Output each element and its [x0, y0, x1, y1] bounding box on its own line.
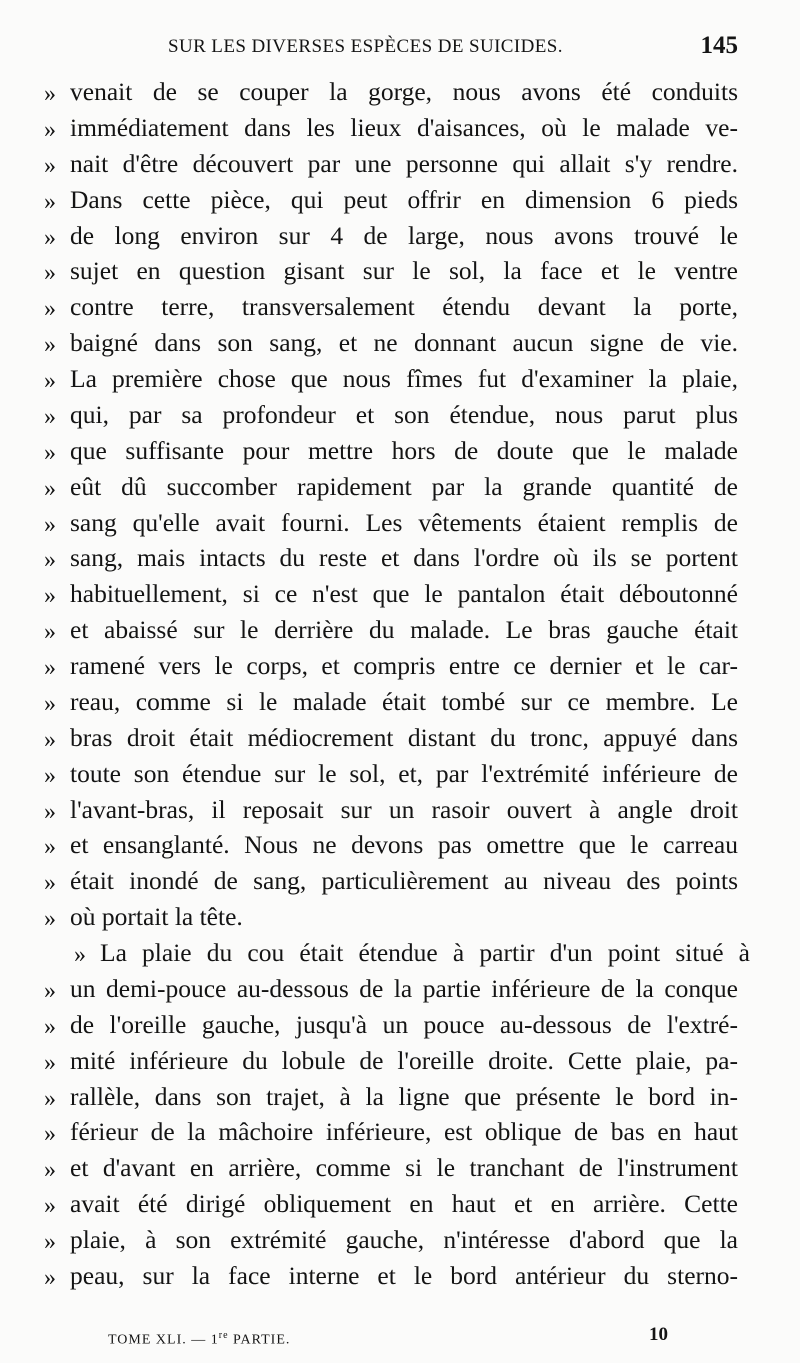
text-line: [0, 361, 800, 397]
text-line: [0, 1079, 800, 1115]
line-text: férieur de la mâchoire inférieure, est oblique de bas en haut: [70, 1117, 738, 1147]
quote-mark: »: [44, 726, 56, 753]
line-text: La plaie du cou était étendue à partir d'un point situé à: [100, 938, 750, 967]
line-text: avait été dirigé obliquement en haut et en arrière. Cette: [70, 1189, 738, 1219]
quote-mark: »: [44, 332, 56, 359]
text-line: [0, 792, 800, 828]
quote-mark: »: [44, 547, 56, 574]
line-text: immédiatement dans les lieux d'aisances, où le malade ve-: [70, 112, 738, 142]
line-text: bras droit était médiocrement distant du tronc, appuyé dans: [70, 722, 738, 752]
page-footer: [108, 1324, 668, 1354]
line-text: de l'oreille gauche, jusqu'à un pouce au-dessous de l'extré-: [70, 1009, 738, 1039]
text-line: [0, 899, 800, 935]
quote-mark: »: [44, 1013, 56, 1040]
line-text: plaie, à son extrémité gauche, n'intéresse d'abord que la: [70, 1225, 738, 1254]
quote-mark: »: [44, 1193, 56, 1220]
line-text: nait d'être découvert par une personne qui allait s'y rendre.: [70, 148, 738, 178]
line-text: et abaissé sur le derrière du malade. Le bras gauche était: [70, 615, 738, 645]
quote-mark: »: [44, 439, 56, 466]
quote-mark: »: [44, 619, 56, 646]
line-text: baigné dans son sang, et ne donnant aucun signe de vie.: [70, 328, 738, 358]
quote-mark: »: [44, 116, 56, 143]
quote-mark: »: [44, 834, 56, 861]
quote-mark: »: [44, 1049, 56, 1076]
body-text: [0, 74, 800, 1294]
text-line: [0, 218, 800, 254]
running-title: SUR LES DIVERSES ESPÈCES DE SUICIDES.: [168, 36, 563, 57]
text-line: [0, 648, 800, 684]
text-line: [0, 612, 800, 648]
text-line: [0, 1150, 800, 1186]
line-text: toute son étendue sur le sol, et, par l'extrémité inférieure de: [70, 758, 738, 788]
quote-mark: »: [44, 870, 56, 897]
text-line: [0, 505, 800, 541]
quote-mark: »: [44, 690, 56, 717]
page-number: 145: [700, 32, 738, 59]
printer-signature: [108, 1330, 290, 1349]
line-text: La première chose que nous fîmes fut d'examiner la plaie,: [70, 364, 738, 393]
text-line: [0, 1258, 800, 1294]
text-line: [0, 325, 800, 361]
text-line: [0, 1007, 800, 1043]
quote-mark: »: [44, 1157, 56, 1184]
text-line: [0, 1114, 800, 1150]
quote-mark: »: [44, 1229, 56, 1255]
text-line: [0, 253, 800, 289]
quote-mark: »: [74, 942, 86, 968]
quote-mark: »: [44, 1121, 56, 1148]
line-text: habituellement, si ce n'est que le pantalon était déboutonné: [70, 579, 738, 609]
line-text: mité inférieure du lobule de l'oreille droite. Cette plaie, pa-: [70, 1045, 738, 1075]
line-text: peau, sur la face interne et le bord antérieur du sterno-: [70, 1260, 738, 1290]
quote-mark: »: [44, 906, 56, 933]
line-text: et d'avant en arrière, comme si le tranchant de l'instrument: [70, 1153, 738, 1183]
line-text: eût dû succomber rapidement par la grande quantité de: [70, 471, 738, 501]
signature-prefix: TOME XLI. — 1: [108, 1332, 219, 1348]
text-line: [0, 827, 800, 863]
text-line: [0, 433, 800, 469]
quote-mark: »: [44, 296, 56, 323]
line-text: que suffisante pour mettre hors de doute que le malade: [70, 435, 738, 465]
text-line: [0, 182, 800, 218]
line-text: venait de se couper la gorge, nous avons été conduits: [70, 77, 738, 106]
text-line: [0, 935, 800, 971]
quote-mark: »: [44, 583, 56, 610]
line-text: un demi-pouce au-dessous de la partie inférieure de la conque: [70, 973, 738, 1003]
quote-mark: »: [44, 798, 56, 825]
line-text: contre terre, transversalement étendu devant la porte,: [70, 292, 738, 322]
quote-mark: »: [44, 260, 56, 287]
line-text: était inondé de sang, particulièrement au niveau des points: [70, 866, 738, 896]
text-line: [0, 863, 800, 899]
line-text: sang, mais intacts du reste et dans l'ordre où ils se portent: [70, 543, 738, 573]
text-line: [0, 576, 800, 612]
text-line: [0, 289, 800, 325]
quote-mark: »: [44, 81, 56, 107]
text-line: [0, 74, 800, 110]
running-head: [168, 32, 738, 64]
signature-superscript: re: [218, 1330, 229, 1341]
line-text: l'avant-bras, il reposait sur un rasoir ouvert à angle droit: [70, 794, 738, 824]
text-line: [0, 397, 800, 433]
quote-mark: »: [44, 188, 56, 215]
line-text: reau, comme si le malade était tombé sur ce membre. Le: [70, 686, 738, 716]
quote-mark: »: [44, 224, 56, 251]
text-line: [0, 1043, 800, 1079]
line-text: sujet en question gisant sur le sol, la face et le ventre: [70, 256, 738, 286]
quote-mark: »: [44, 977, 56, 1004]
signature-suffix: PARTIE.: [228, 1332, 291, 1348]
line-text: ramené vers le corps, et compris entre ce dernier et le car-: [70, 651, 738, 680]
quote-mark: »: [44, 655, 56, 681]
line-text: où portait la tête.: [70, 902, 243, 932]
text-line: [0, 971, 800, 1007]
signature-number: 10: [649, 1324, 668, 1345]
text-line: [0, 540, 800, 576]
line-text: et ensanglanté. Nous ne devons pas omettre que le carreau: [70, 830, 738, 860]
text-line: [0, 684, 800, 720]
quote-mark: »: [44, 475, 56, 502]
text-line: [0, 469, 800, 505]
line-text: sang qu'elle avait fourni. Les vêtements étaient remplis de: [70, 507, 738, 537]
quote-mark: »: [44, 762, 56, 789]
quote-mark: »: [44, 1264, 56, 1291]
text-line: [0, 1222, 800, 1258]
text-line: [0, 110, 800, 146]
text-line: [0, 1186, 800, 1222]
text-line: [0, 146, 800, 182]
quote-mark: »: [44, 511, 56, 538]
line-text: de long environ sur 4 de large, nous avons trouvé le: [70, 220, 738, 250]
quote-mark: »: [44, 403, 56, 430]
line-text: qui, par sa profondeur et son étendue, nous parut plus: [70, 399, 738, 429]
quote-mark: »: [44, 368, 56, 394]
text-line: [0, 756, 800, 792]
line-text: rallèle, dans son trajet, à la ligne que présente le bord in-: [70, 1081, 738, 1111]
text-line: [0, 720, 800, 756]
quote-mark: »: [44, 152, 56, 179]
quote-mark: »: [44, 1085, 56, 1112]
line-text: Dans cette pièce, qui peut offrir en dimension 6 pieds: [70, 184, 738, 214]
